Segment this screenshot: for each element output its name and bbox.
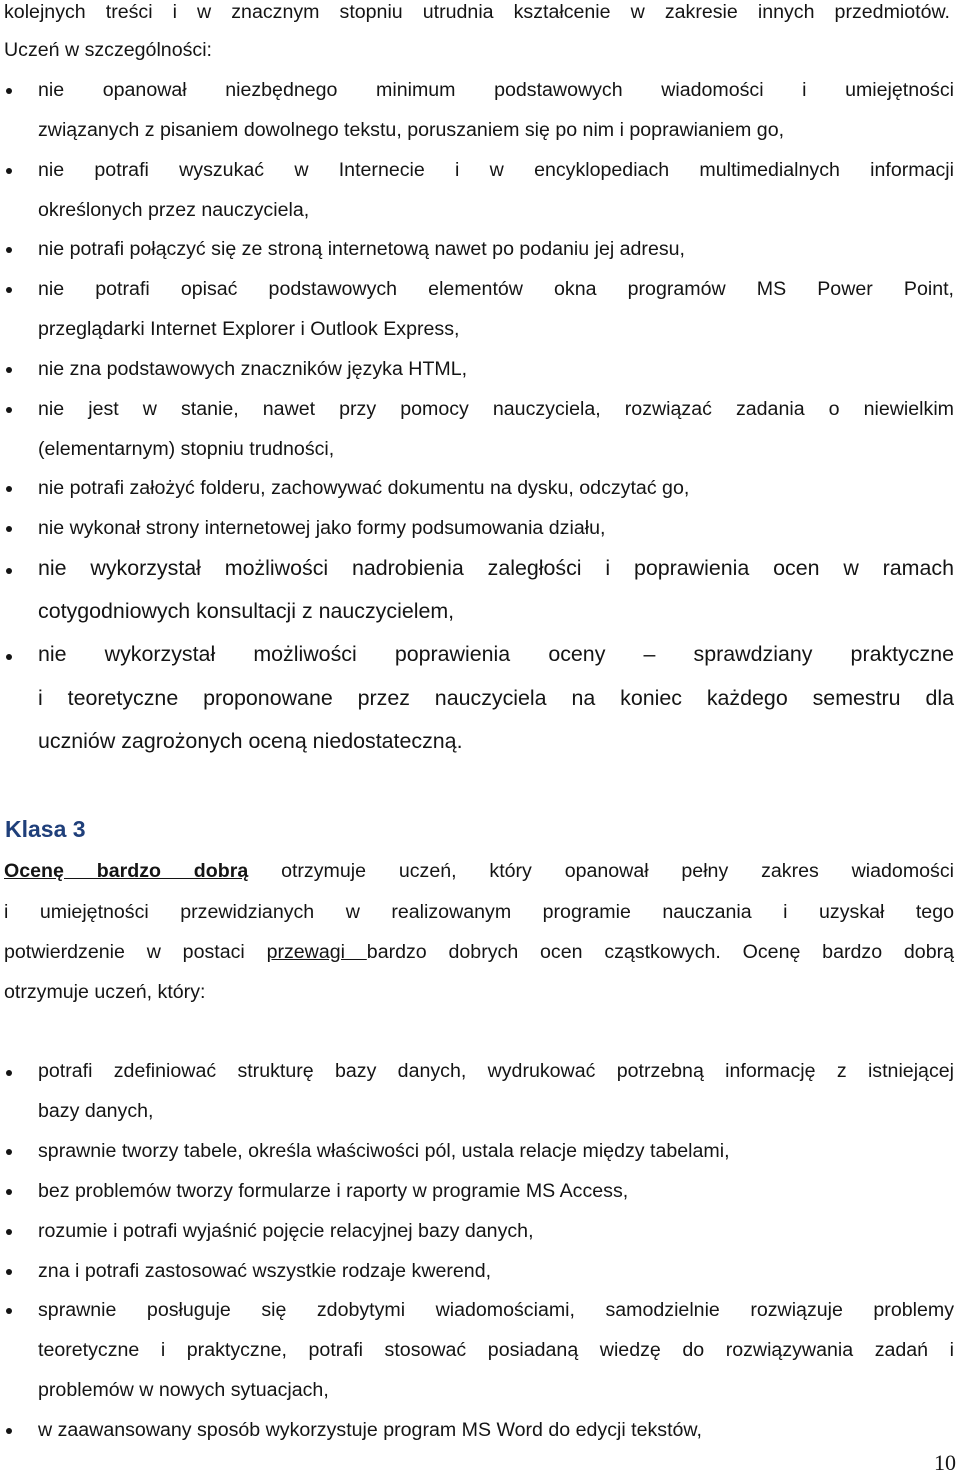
list-item-line: związanych z pisaniem dowolnego tekstu, poruszaniem się po nim i poprawianiem go, [38, 119, 785, 141]
bullet-icon [6, 247, 12, 253]
list-item-line: nie potrafi połączyć się ze stroną internetową nawet po podaniu jej adresu, [38, 238, 685, 260]
list-item-line: nie wykorzystał możliwości poprawienia oceny – sprawdziany praktyczne [38, 642, 954, 666]
list-item-line: sprawnie posługuje się zdobytymi wiadomościami, samodzielnie rozwiązuje problemy [38, 1299, 954, 1321]
bullet-icon [6, 1269, 12, 1275]
list-item-line: nie wykorzystał możliwości nadrobienia zaległości i poprawienia ocen w ramach [38, 556, 954, 580]
paragraph-line: i umiejętności przewidzianych w realizowanym programie nauczania i uzyskał tego [4, 901, 954, 923]
list-item-line: przeglądarki Internet Explorer i Outlook Express, [38, 318, 460, 340]
bullet-icon [6, 168, 12, 174]
bullet-icon [6, 1070, 12, 1076]
paragraph-line [4, 859, 954, 883]
list-item-line: uczniów zagrożonych oceną niedostateczną. [38, 729, 463, 753]
list-item-line: sprawnie tworzy tabele, określa właściwości pól, ustala relacje między tabelami, [38, 1140, 730, 1162]
list-item-line: potrafi zdefiniować strukturę bazy danych, wydrukować potrzebną informację z istniejącej [38, 1060, 954, 1082]
list-item-line: nie potrafi założyć folderu, zachowywać dokumentu na dysku, odczytać go, [38, 477, 690, 499]
list-item-line: cotygodniowych konsultacji z nauczycielem, [38, 599, 455, 623]
bullet-icon [6, 568, 12, 574]
bullet-icon [6, 1428, 12, 1434]
list-item-line: teoretyczne i praktyczne, potrafi stosować posiadaną wiedzę do rozwiązywania zadań i [38, 1339, 954, 1361]
paragraph-text: bardzo dobrych ocen cząstkowych. Ocenę bardzo dobrą [366, 941, 955, 963]
section-heading: Klasa 3 [5, 816, 86, 842]
list-item-line: (elementarnym) stopniu trudności, [38, 438, 335, 460]
list-item-line: problemów w nowych sytuacjach, [38, 1379, 329, 1401]
list-item-line: nie potrafi opisać podstawowych elementów okna programów MS Power Point, [38, 278, 954, 300]
paragraph-text: potwierdzenie w postaci [4, 941, 267, 963]
intro-line-2: Uczeń w szczególności: [4, 39, 212, 61]
list-item-line: nie jest w stanie, nawet przy pomocy nauczyciela, rozwiązać zadania o niewielkim [38, 398, 954, 420]
paragraph-text: otrzymuje uczeń, który opanował pełny zakres wiadomości [248, 860, 954, 882]
bullet-icon [6, 367, 12, 373]
bullet-icon [6, 1229, 12, 1235]
bullet-icon [6, 486, 12, 492]
underlined-text: przewagi [266, 941, 367, 963]
list-item-line: w zaawansowany sposób wykorzystuje program MS Word do edycji tekstów, [38, 1419, 702, 1441]
bullet-icon [6, 1149, 12, 1155]
bullet-icon [6, 287, 12, 293]
bullet-icon [6, 1189, 12, 1195]
list-item-line: bazy danych, [38, 1100, 154, 1122]
paragraph-line: otrzymuje uczeń, który: [4, 981, 206, 1003]
bullet-icon [6, 407, 12, 413]
intro-line-1: kolejnych treści i w znacznym stopniu utrudnia kształcenie w zakresie innych przedmiotów. [4, 1, 950, 23]
list-item-line: nie zna podstawowych znaczników języka HTML, [38, 358, 468, 380]
page-number: 10 [934, 1450, 956, 1475]
list-item-line: nie wykonał strony internetowej jako formy podsumowania działu, [38, 517, 606, 539]
bullet-icon [6, 88, 12, 94]
bullet-icon [6, 1308, 12, 1314]
list-item-line: określonych przez nauczyciela, [38, 199, 310, 221]
list-item-line: nie opanował niezbędnego minimum podstawowych wiadomości i umiejętności [38, 79, 954, 101]
bullet-icon [6, 526, 12, 532]
list-item-line: i teoretyczne proponowane przez nauczyciela na koniec każdego semestru dla [38, 686, 954, 710]
list-item-line: rozumie i potrafi wyjaśnić pojęcie relacyjnej bazy danych, [38, 1220, 534, 1242]
grade-term: Ocenę bardzo dobrą [4, 860, 249, 882]
list-item-line: nie potrafi wyszukać w Internecie i w encyklopediach multimedialnych informacji [38, 159, 954, 181]
list-item-line: zna i potrafi zastosować wszystkie rodzaje kwerend, [38, 1260, 492, 1282]
paragraph-line [4, 940, 954, 964]
bullet-icon [6, 654, 12, 660]
list-item-line: bez problemów tworzy formularze i raporty w programie MS Access, [38, 1180, 629, 1202]
